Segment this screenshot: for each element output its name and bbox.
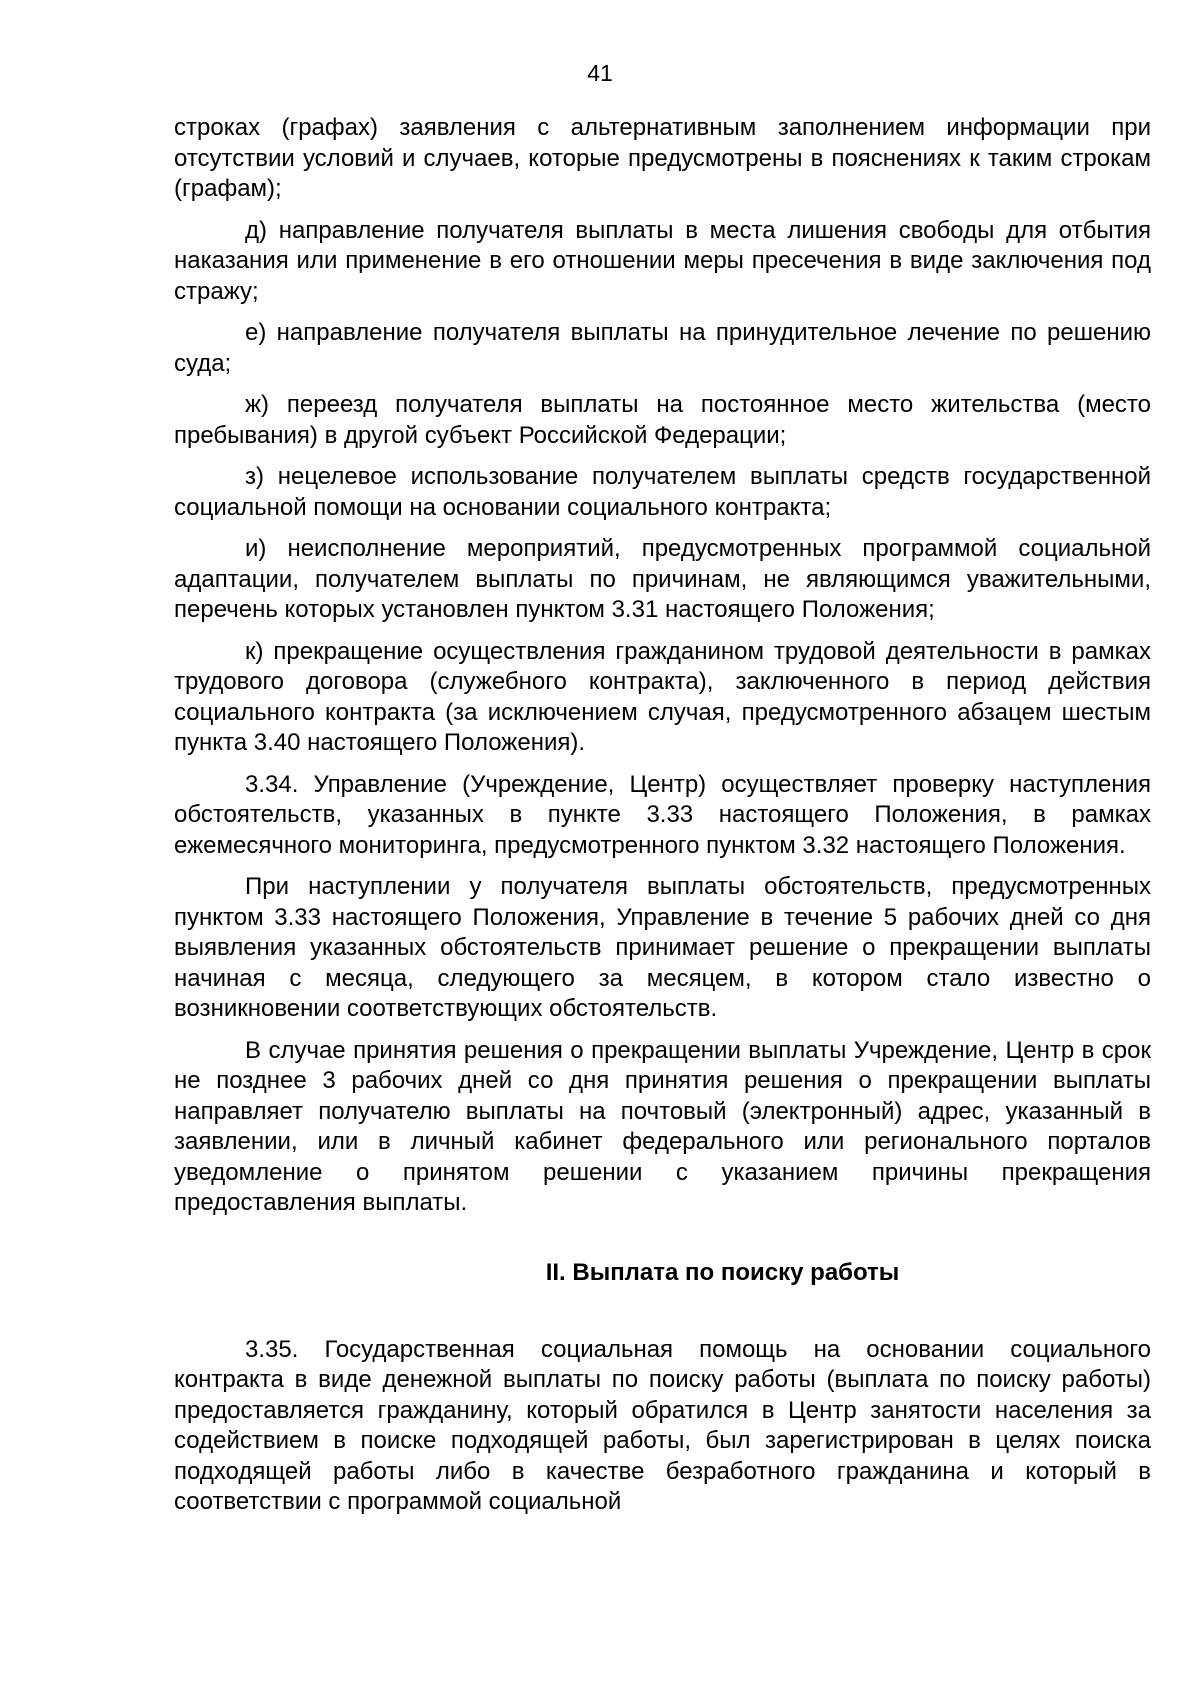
clause-3-35: 3.35. Государственная социальная помощь на основании социального контракта в виде денежной выплаты по поиску работы (выплата по поиску работы) предоставляется гражданину, который обратился в Центр занятости населения за содействием в поиске подходящей работы, был зарегистрирован в целях поиска подходящей работы либо в качестве безработного гражданина и который в соответствии с программой социальной bbox=[174, 1335, 1151, 1515]
paragraph-continuation: строках (графах) заявления с альтернативным заполнением информации при отсутствии условий и случаев, которые предусмотрены в пояснениях к таким строкам (графам); bbox=[174, 114, 1151, 202]
clause-3-34: 3.34. Управление (Учреждение, Центр) осуществляет проверку наступления обстоятельств, указанных в пункте 3.33 настоящего Положения, в рамках ежемесячного мониторинга, предусмотренного пунктом 3.32 настоящего Положения. bbox=[174, 770, 1151, 859]
list-item-z: з) нецелевое использование получателем выплаты средств государственной социальной помощи на основании социального контракта; bbox=[174, 463, 1151, 521]
list-item-k: к) прекращение осуществления гражданином трудовой деятельности в рамках трудового договора (служебного контракта), заключенного в период действия социального контракта (за исключением случая, предусмотренного абзацем шестым пункта 3.40 настоящего Положения). bbox=[174, 637, 1151, 756]
paragraph-termination-decision: При наступлении у получателя выплаты обстоятельств, предусмотренных пунктом 3.33 настоящего Положения, Управление в течение 5 рабочих дней со дня выявления указанных обстоятельств принимает решение о прекращении выплаты начиная с месяца, следующего за месяцем, в котором стало известно о возникновении соответствующих обстоятельств. bbox=[174, 873, 1151, 1022]
list-item-zh: ж) переезд получателя выплаты на постоянное место жительства (место пребывания) в другой субъект Российской Федерации; bbox=[174, 391, 1151, 449]
list-item-i: и) неисполнение мероприятий, предусмотренных программой социальной адаптации, получателем выплаты по причинам, не являющимся уважительными, перечень которых установлен пунктом 3.31 настоящего Положения; bbox=[174, 535, 1151, 623]
section-heading: II. Выплата по поиску работы bbox=[545, 1258, 900, 1286]
list-item-e: е) направление получателя выплаты на принудительное лечение по решению суда; bbox=[174, 319, 1151, 377]
document-body bbox=[174, 113, 1151, 1529]
list-item-d: д) направление получателя выплаты в места лишения свободы для отбытия наказания или применение в его отношении меры пресечения в виде заключения под стражу; bbox=[174, 216, 1151, 305]
page-number: 41 bbox=[587, 60, 613, 86]
paragraph-notification: В случае принятия решения о прекращении выплаты Учреждение, Центр в срок не позднее 3 рабочих дней со дня принятия решения о прекращении выплаты направляет получателю выплаты на почтовый (электронный) адрес, указанный в заявлении, или в личный кабинет федерального или регионального порталов уведомление о принятом решении с указанием причины прекращения предоставления выплаты. bbox=[174, 1036, 1151, 1216]
